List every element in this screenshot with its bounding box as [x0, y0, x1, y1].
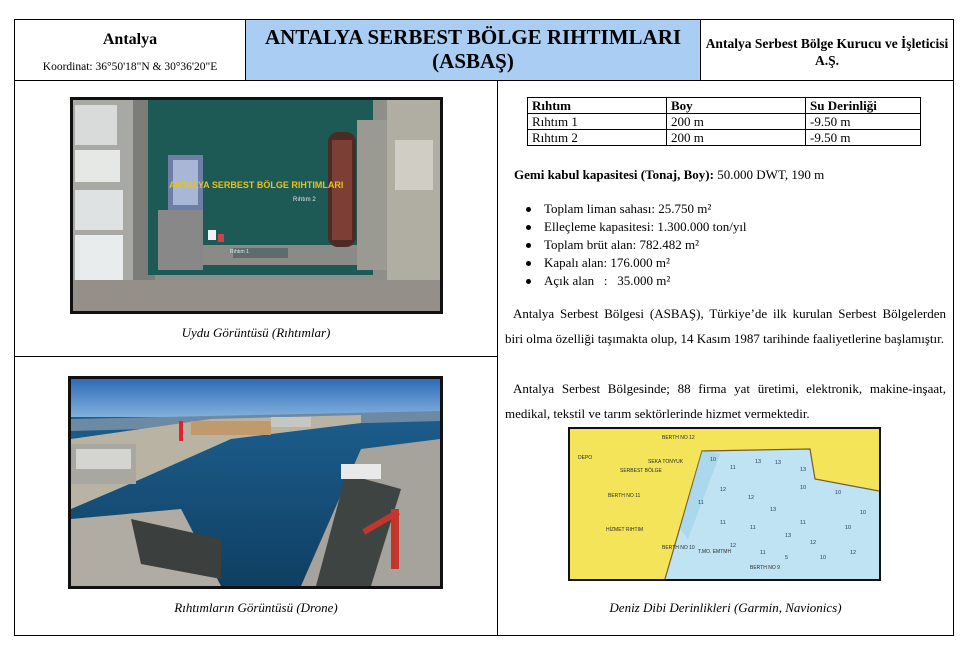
capacity-label: Gemi kabul kapasitesi (Tonaj, Boy): — [514, 167, 714, 182]
depth-sounding: 12 — [720, 487, 727, 493]
col-quay: Rıhtım — [528, 98, 667, 114]
depth-sounding: 10 — [800, 485, 807, 491]
depth-sounding: 13 — [775, 460, 782, 466]
depth-chart-label: BERTH NO 12 — [662, 435, 695, 441]
satellite-berth-label: Rıhtım 2 — [293, 197, 316, 203]
quay-table-header — [528, 98, 921, 114]
description-paragraph: Antalya Serbest Bölgesinde; 88 firma yat üretimi, elektronik, makine-inşaat, medikal, tekstil ve tarım sektörlerinde hizmet vermektedir. — [505, 381, 946, 421]
depth-sounding: 11 — [760, 550, 766, 556]
depth-sounding: 12 — [810, 540, 817, 546]
quay-depth: -9.50 m — [806, 130, 921, 146]
operator-name: Antalya Serbest Bölge Kurucu ve İşleticisi A.Ş. — [705, 36, 949, 68]
drone-illustration — [71, 379, 440, 586]
quay-name: Rıhtım 1 — [528, 114, 667, 130]
bullet-icon — [526, 261, 531, 266]
depth-chart-label: BERTH NO 11 — [608, 493, 641, 499]
list-item — [526, 236, 747, 254]
stat-text: Açık alan : 35.000 m² — [544, 273, 671, 288]
list-item — [526, 200, 747, 218]
satellite-image — [70, 97, 443, 314]
depth-chart-caption: Deniz Dibi Derinlikleri (Garmin, Navionics) — [609, 600, 842, 615]
depth-chart-label: BERTH NO 9 — [750, 565, 780, 571]
drone-caption: Rıhtımların Görüntüsü (Drone) — [174, 600, 338, 615]
bullet-icon — [526, 207, 531, 212]
bullet-icon — [526, 279, 531, 284]
satellite-illustration — [73, 100, 440, 311]
depth-sounding: 13 — [755, 459, 762, 465]
table-row — [528, 130, 921, 146]
depth-sounding: 11 — [698, 500, 704, 506]
depth-sounding: 13 — [770, 507, 777, 513]
row-divider — [14, 356, 498, 357]
satellite-caption: Uydu Görüntüsü (Rıhtımlar) — [181, 325, 331, 340]
depth-sounding: 12 — [748, 495, 755, 501]
depth-sounding: 11 — [720, 520, 726, 526]
depth-chart-label: BERTH NO 10 — [662, 545, 695, 551]
port-stats-list — [526, 200, 747, 290]
depth-sounding: 11 — [800, 520, 806, 526]
table-row — [528, 114, 921, 130]
depth-sounding: 12 — [850, 550, 857, 556]
depth-sounding: 10 — [845, 525, 852, 531]
satellite-overlay-label: ANTALYA SERBEST BÖLGE RIHTIMLARI — [169, 180, 344, 190]
satellite-berth-label-2: Rıhtım 1 — [230, 249, 249, 255]
depth-sounding: 10 — [860, 510, 867, 516]
list-item — [526, 218, 747, 236]
depth-chart-label: T.MO. EMTMH — [698, 549, 732, 555]
bullet-icon — [526, 243, 531, 248]
page-title: ANTALYA SERBEST BÖLGE RIHTIMLARI (ASBAŞ) — [264, 25, 682, 73]
bullet-icon — [526, 225, 531, 230]
quay-name: Rıhtım 2 — [528, 130, 667, 146]
depth-sounding: 10 — [820, 555, 827, 561]
quay-length: 200 m — [667, 130, 806, 146]
depth-sounding: 10 — [835, 490, 842, 496]
list-item — [526, 272, 747, 290]
coordinates: Koordinat: 36°50'18"N & 30°36'20"E — [42, 61, 218, 73]
depth-chart-label: SEKA TONYUK — [648, 459, 684, 465]
depth-sounding: 5 — [785, 555, 789, 561]
quay-length: 200 m — [667, 114, 806, 130]
stat-text: Toplam brüt alan: 782.482 m² — [544, 237, 699, 252]
stat-text: Kapalı alan: 176.000 m² — [544, 255, 670, 270]
ship-capacity — [514, 167, 824, 183]
depth-chart-image — [568, 427, 881, 581]
col-length: Boy — [667, 98, 806, 114]
stat-text: Toplam liman sahası: 25.750 m² — [544, 201, 712, 216]
capacity-value: 50.000 DWT, 190 m — [713, 167, 825, 182]
drone-image — [68, 376, 443, 589]
column-divider — [497, 80, 498, 636]
quay-depth: -9.50 m — [806, 114, 921, 130]
depth-sounding: 11 — [750, 525, 756, 531]
depth-chart-label: HİZMET RIHTIM — [606, 527, 644, 533]
city-name: Antalya — [102, 31, 158, 48]
depth-chart-label: DEPO — [578, 455, 593, 461]
quay-table — [527, 97, 921, 146]
depth-sounding: 13 — [785, 533, 792, 539]
description-paragraph: Antalya Serbest Bölgesi (ASBAŞ), Türkiye’de ilk kurulan Serbest Bölgelerden biri olma özelliği taşımakta olup, 14 Kasım 1987 tarihinde faaliyetlerine başlamıştır. — [505, 306, 946, 346]
depth-sounding: 12 — [730, 543, 737, 549]
depth-sounding: 11 — [730, 465, 736, 471]
depth-chart-label: SERBEST BÖLGE — [620, 468, 662, 474]
depth-sounding: 10 — [710, 457, 717, 463]
list-item — [526, 254, 747, 272]
depth-chart-illustration — [570, 429, 879, 579]
depth-sounding: 13 — [800, 467, 807, 473]
col-depth: Su Derinliği — [806, 98, 921, 114]
stat-text: Elleçleme kapasitesi: 1.300.000 ton/yıl — [544, 219, 747, 234]
